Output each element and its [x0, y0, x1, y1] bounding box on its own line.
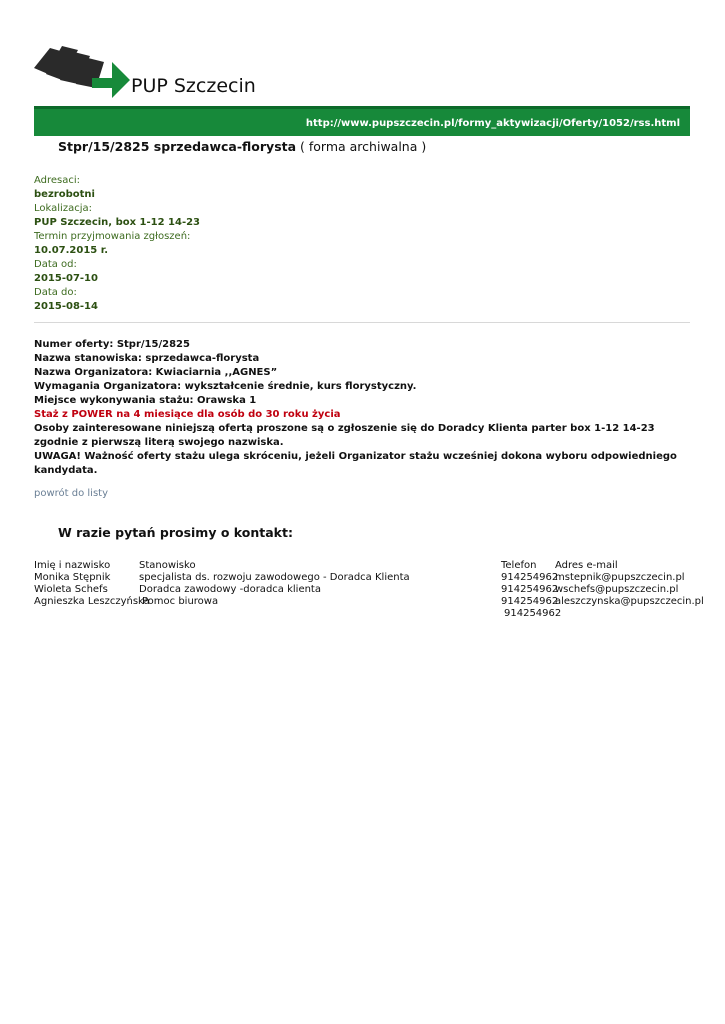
meta-label-deadline: Termin przyjmowania zgłoszeń:	[34, 231, 191, 242]
offer-meta	[34, 174, 200, 314]
contact-position: specjalista ds. rozwoju zawodowego - Doradca Klienta	[139, 572, 410, 583]
meta-value-date-to: 2015-08-14	[34, 301, 98, 312]
meta-value-recipients: bezrobotni	[34, 189, 95, 200]
meta-value-deadline: 10.07.2015 r.	[34, 245, 109, 256]
header-position: Stanowisko	[139, 560, 196, 571]
contact-email[interactable]: wschefs@pupszczecin.pl	[555, 584, 679, 595]
contact-email[interactable]: aleszczynska@pupszczecin.pl	[555, 596, 704, 607]
logo-cards-arrow-icon	[34, 42, 134, 98]
offer-place: Miejsce wykonywania stażu: Orawska 1	[34, 395, 257, 406]
archive-note: ( forma archiwalna )	[296, 139, 427, 154]
contact-name: Monika Stępnik	[34, 572, 111, 583]
offer-warning: UWAGA! Ważność oferty stażu ulega skróceniu, jeżeli Organizator stażu wcześniej dokona wyboru odpowiedniego kandydata.	[34, 451, 677, 476]
contact-phone: 914254962	[501, 572, 559, 583]
contact-position: Pomoc biurowa	[142, 596, 219, 607]
meta-label-location: Lokalizacja:	[34, 203, 92, 214]
page-title	[58, 139, 426, 154]
divider	[34, 322, 690, 323]
meta-value-location: PUP Szczecin, box 1-12 14-23	[34, 217, 201, 228]
offer-details	[34, 338, 690, 478]
header-phone: Telefon	[501, 560, 537, 571]
contact-name: Agnieszka Leszczyńska	[34, 596, 150, 607]
offer-power-note: Staż z POWER na 4 miesiące dla osób do 30 roku życia	[34, 409, 341, 420]
contact-phone-extra: 914254962	[504, 608, 562, 619]
meta-label-date-to: Data do:	[34, 287, 77, 298]
header-name: Imię i nazwisko	[34, 560, 111, 571]
contact-name: Wioleta Schefs	[34, 584, 108, 595]
offer-requirements: Wymagania Organizatora: wykształcenie średnie, kurs florystyczny.	[34, 381, 417, 392]
rss-link[interactable]: http://www.pupszczecin.pl/formy_aktywizacji/Oferty/1052/rss.html	[305, 118, 680, 129]
meta-value-date-from: 2015-07-10	[34, 273, 98, 284]
contact-phone: 914254962	[501, 584, 559, 595]
offer-title: Stpr/15/2825 sprzedawca-florysta	[58, 139, 297, 154]
contact-email[interactable]: mstepnik@pupszczecin.pl	[555, 572, 685, 583]
offer-instructions: Osoby zainteresowane niniejszą ofertą proszone są o zgłoszenie się do Doradcy Klienta parter box 1-12 14-23 zgodnie z pierwszą literą swojego nazwiska.	[34, 423, 655, 448]
contact-heading: W razie pytań prosimy o kontakt:	[58, 525, 293, 540]
offer-position: Nazwa stanowiska: sprzedawca-florysta	[34, 353, 260, 364]
meta-label-recipients: Adresaci:	[34, 175, 81, 186]
header-email: Adres e-mail	[555, 560, 618, 571]
offer-organizer: Nazwa Organizatora: Kwiaciarnia ,,AGNES”	[34, 367, 278, 378]
offer-number: Numer oferty: Stpr/15/2825	[34, 339, 190, 350]
contact-phone: 914254962	[501, 596, 559, 607]
pup-logo[interactable]	[34, 42, 254, 102]
logo-text: PUP Szczecin	[131, 75, 256, 97]
back-to-list-link[interactable]: powrót do listy	[34, 488, 109, 499]
contact-position: Doradca zawodowy -doradca klienta	[139, 584, 321, 595]
meta-label-date-from: Data od:	[34, 259, 77, 270]
header-bar	[34, 106, 690, 136]
